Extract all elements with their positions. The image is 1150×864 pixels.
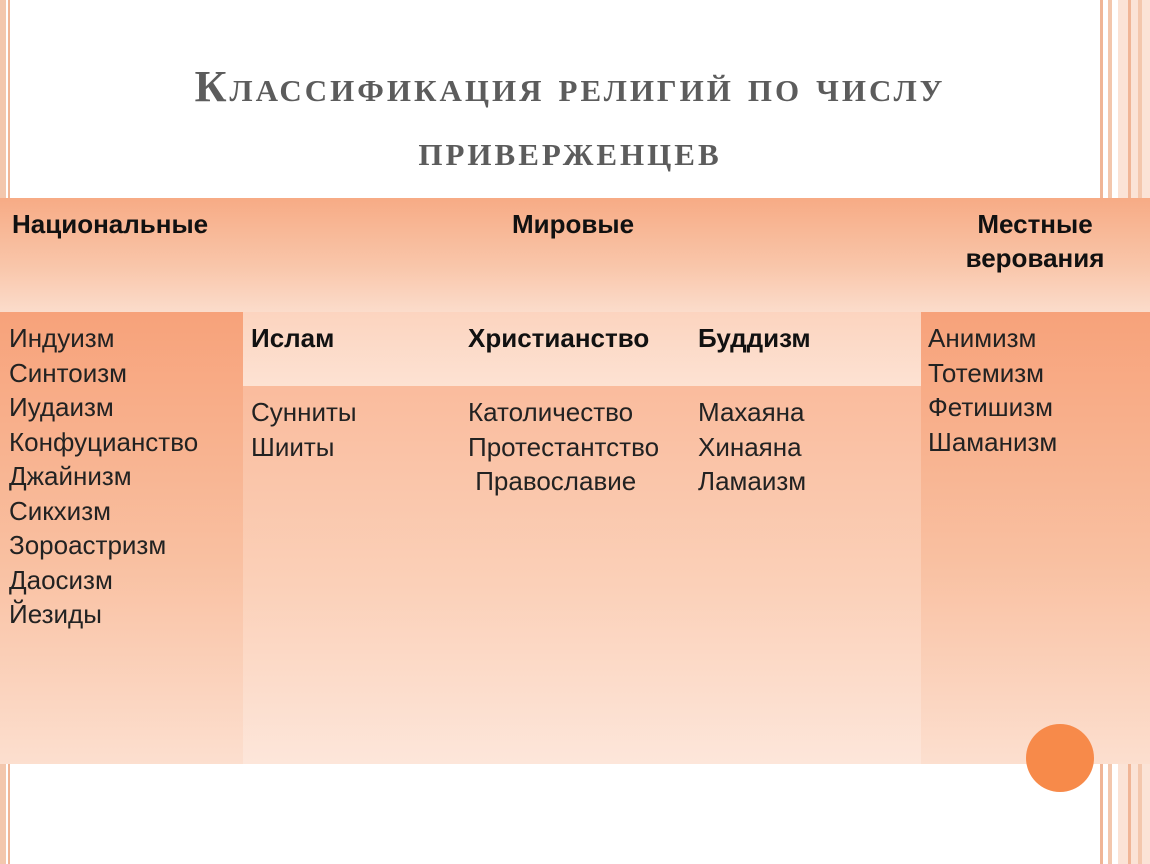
list-item: Даосизм — [9, 564, 113, 595]
list-item: Протестантство — [468, 431, 660, 462]
list-item: Махаяна — [698, 397, 805, 427]
slide-title-line1: Классификация религий по числу — [194, 62, 946, 111]
list-item: Шаманизм — [928, 426, 1058, 457]
slide-title — [0, 55, 1140, 183]
decorative-circle — [1026, 724, 1094, 792]
list-item: Анимизм — [928, 323, 1037, 353]
buddhism-branches-list — [698, 395, 806, 499]
national-religions-list — [9, 321, 198, 632]
list-item: Тотемизм — [928, 357, 1045, 388]
header-local — [940, 207, 1130, 275]
list-item: Сикхизм — [9, 495, 111, 526]
subheader-islam: Ислам — [251, 323, 335, 353]
christianity-branches-list — [468, 395, 659, 499]
header-world: Мировые — [512, 209, 635, 239]
list-item: Хинаяна — [698, 431, 802, 462]
header-local-line1: Местные — [977, 209, 1093, 239]
list-item: Ламаизм — [698, 466, 807, 496]
list-item: Католичество — [468, 397, 634, 427]
list-item: Зороастризм — [9, 530, 167, 560]
list-item: Иудаизм — [9, 392, 114, 422]
subheader-christianity: Христианство — [468, 323, 650, 353]
religion-table — [0, 198, 1150, 764]
list-item: Православие — [468, 466, 637, 496]
list-item: Синтоизм — [9, 357, 128, 388]
list-item: Конфуцианство — [9, 426, 199, 457]
subheader-buddhism: Буддизм — [698, 323, 811, 353]
local-beliefs-list — [928, 321, 1057, 459]
header-national: Национальные — [12, 209, 209, 239]
list-item: Шииты — [251, 431, 335, 462]
list-item: Фетишизм — [928, 392, 1053, 422]
header-local-line2: верования — [965, 243, 1105, 273]
slide-title-line2: приверженцев — [418, 126, 722, 175]
list-item: Индуизм — [9, 323, 115, 353]
list-item: Джайнизм — [9, 461, 132, 491]
list-item: Йезиды — [9, 599, 102, 629]
islam-branches-list — [251, 395, 357, 464]
list-item: Сунниты — [251, 397, 357, 427]
